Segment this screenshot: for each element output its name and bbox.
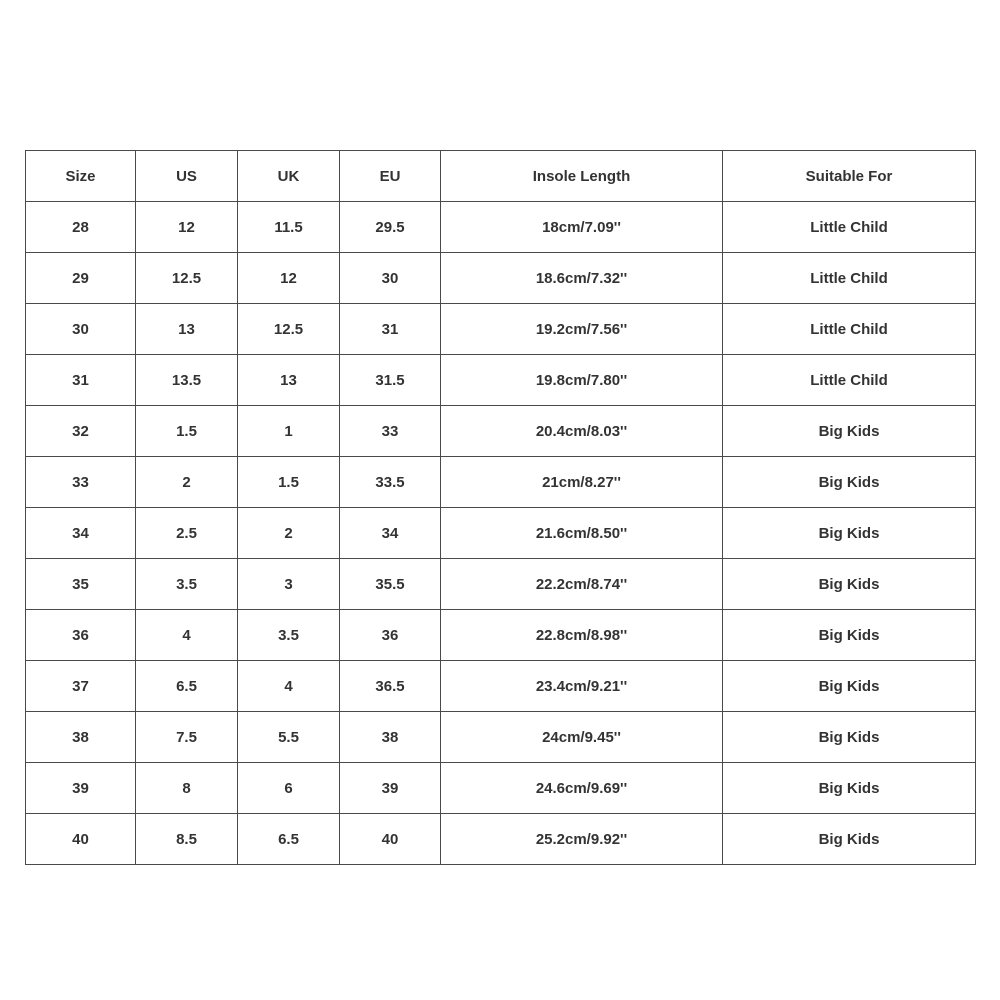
cell-insole-length: 21.6cm/8.50'' xyxy=(441,508,723,559)
cell-insole-length: 24.6cm/9.69'' xyxy=(441,763,723,814)
cell-suitable-for: Big Kids xyxy=(723,457,976,508)
cell-eu: 30 xyxy=(340,253,441,304)
cell-size: 35 xyxy=(26,559,136,610)
cell-size: 39 xyxy=(26,763,136,814)
cell-insole-length: 22.8cm/8.98'' xyxy=(441,610,723,661)
cell-uk: 6 xyxy=(238,763,340,814)
cell-eu: 39 xyxy=(340,763,441,814)
cell-uk: 11.5 xyxy=(238,202,340,253)
header-eu: EU xyxy=(340,151,441,202)
size-chart-table xyxy=(25,150,976,865)
cell-eu: 34 xyxy=(340,508,441,559)
header-uk: UK xyxy=(238,151,340,202)
table-row xyxy=(26,202,976,253)
cell-eu: 38 xyxy=(340,712,441,763)
cell-uk: 2 xyxy=(238,508,340,559)
cell-us: 4 xyxy=(136,610,238,661)
cell-insole-length: 19.8cm/7.80'' xyxy=(441,355,723,406)
cell-uk: 4 xyxy=(238,661,340,712)
cell-eu: 40 xyxy=(340,814,441,865)
cell-uk: 13 xyxy=(238,355,340,406)
cell-eu: 35.5 xyxy=(340,559,441,610)
header-suitable-for: Suitable For xyxy=(723,151,976,202)
cell-eu: 33 xyxy=(340,406,441,457)
cell-size: 37 xyxy=(26,661,136,712)
header-row xyxy=(26,151,976,202)
cell-us: 8.5 xyxy=(136,814,238,865)
cell-insole-length: 20.4cm/8.03'' xyxy=(441,406,723,457)
table-row xyxy=(26,508,976,559)
cell-us: 1.5 xyxy=(136,406,238,457)
cell-eu: 36 xyxy=(340,610,441,661)
cell-uk: 3.5 xyxy=(238,610,340,661)
cell-us: 7.5 xyxy=(136,712,238,763)
header-insole-length: Insole Length xyxy=(441,151,723,202)
cell-us: 13.5 xyxy=(136,355,238,406)
cell-size: 36 xyxy=(26,610,136,661)
cell-eu: 31.5 xyxy=(340,355,441,406)
table-row xyxy=(26,304,976,355)
cell-eu: 29.5 xyxy=(340,202,441,253)
cell-insole-length: 18.6cm/7.32'' xyxy=(441,253,723,304)
table-row xyxy=(26,763,976,814)
cell-insole-length: 22.2cm/8.74'' xyxy=(441,559,723,610)
table-row xyxy=(26,712,976,763)
cell-uk: 1.5 xyxy=(238,457,340,508)
table-row xyxy=(26,406,976,457)
cell-uk: 6.5 xyxy=(238,814,340,865)
cell-eu: 31 xyxy=(340,304,441,355)
cell-us: 12.5 xyxy=(136,253,238,304)
table-row xyxy=(26,661,976,712)
table-row xyxy=(26,457,976,508)
cell-size: 34 xyxy=(26,508,136,559)
cell-insole-length: 25.2cm/9.92'' xyxy=(441,814,723,865)
cell-size: 38 xyxy=(26,712,136,763)
cell-suitable-for: Big Kids xyxy=(723,661,976,712)
cell-size: 33 xyxy=(26,457,136,508)
cell-suitable-for: Big Kids xyxy=(723,610,976,661)
cell-insole-length: 21cm/8.27'' xyxy=(441,457,723,508)
header-us: US xyxy=(136,151,238,202)
cell-insole-length: 19.2cm/7.56'' xyxy=(441,304,723,355)
header-size: Size xyxy=(26,151,136,202)
cell-eu: 36.5 xyxy=(340,661,441,712)
cell-us: 2.5 xyxy=(136,508,238,559)
table-row xyxy=(26,559,976,610)
cell-us: 6.5 xyxy=(136,661,238,712)
cell-suitable-for: Little Child xyxy=(723,202,976,253)
table-row xyxy=(26,610,976,661)
cell-size: 31 xyxy=(26,355,136,406)
cell-insole-length: 23.4cm/9.21'' xyxy=(441,661,723,712)
table-header xyxy=(26,151,976,202)
cell-size: 40 xyxy=(26,814,136,865)
cell-suitable-for: Big Kids xyxy=(723,508,976,559)
cell-size: 28 xyxy=(26,202,136,253)
cell-insole-length: 18cm/7.09'' xyxy=(441,202,723,253)
cell-us: 3.5 xyxy=(136,559,238,610)
cell-us: 8 xyxy=(136,763,238,814)
cell-eu: 33.5 xyxy=(340,457,441,508)
cell-uk: 12 xyxy=(238,253,340,304)
cell-suitable-for: Big Kids xyxy=(723,559,976,610)
cell-size: 29 xyxy=(26,253,136,304)
cell-suitable-for: Big Kids xyxy=(723,406,976,457)
cell-suitable-for: Little Child xyxy=(723,355,976,406)
cell-suitable-for: Little Child xyxy=(723,304,976,355)
cell-size: 30 xyxy=(26,304,136,355)
cell-uk: 12.5 xyxy=(238,304,340,355)
cell-size: 32 xyxy=(26,406,136,457)
cell-uk: 3 xyxy=(238,559,340,610)
cell-us: 2 xyxy=(136,457,238,508)
cell-suitable-for: Little Child xyxy=(723,253,976,304)
table-row xyxy=(26,355,976,406)
cell-us: 13 xyxy=(136,304,238,355)
cell-uk: 5.5 xyxy=(238,712,340,763)
cell-suitable-for: Big Kids xyxy=(723,763,976,814)
cell-suitable-for: Big Kids xyxy=(723,712,976,763)
table-body xyxy=(26,202,976,865)
table-row xyxy=(26,814,976,865)
cell-us: 12 xyxy=(136,202,238,253)
cell-suitable-for: Big Kids xyxy=(723,814,976,865)
cell-insole-length: 24cm/9.45'' xyxy=(441,712,723,763)
cell-uk: 1 xyxy=(238,406,340,457)
table-row xyxy=(26,253,976,304)
